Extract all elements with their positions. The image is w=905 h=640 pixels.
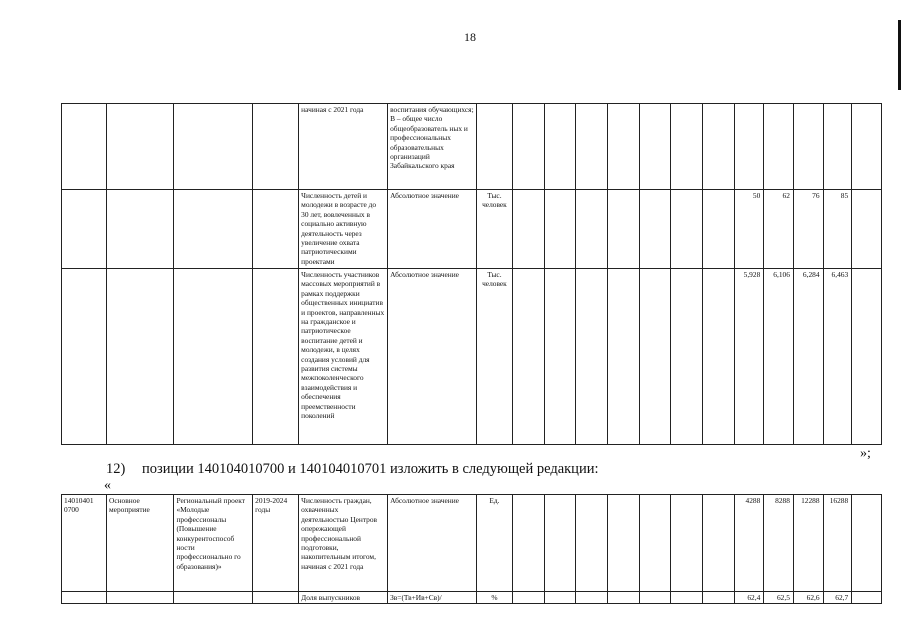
value-cell: 76 [793,190,823,269]
table-row [62,190,882,269]
value-cell: 62,5 [764,592,794,604]
table-continuation [61,103,882,445]
table-amendment [61,494,882,604]
method-cell: Абсолютное значение [388,269,477,445]
value-cell [764,104,794,190]
method-cell: Абсолютное значение [388,190,477,269]
indicator-cell: Численность граждан, охваченных деятельностью Центров опережающей профессиональной подготовки, накопительным итогом, начиная с 2021 года [299,495,388,592]
page-number: 18 [464,30,476,44]
code-cell [62,592,107,604]
name-cell: Региональный проект «Молодые профессионалы (Повышение конкурентоспособ ности профессионально го образования)» [174,495,253,592]
amendment-number: 12) [106,461,126,477]
indicator-cell: Доля выпускников [299,592,388,604]
value-cell [823,104,852,190]
value-cell: 5,928 [734,269,764,445]
indicator-cell: Численность детей и молодежи в возрасте до 30 лет, вовлеченных в социально активную деятельность через увеличение охвата патриотическими проектами [299,190,388,269]
value-cell: 6,106 [764,269,794,445]
value-cell: 85 [823,190,852,269]
value-cell: 62 [764,190,794,269]
value-cell: 8288 [764,495,794,592]
value-cell: 50 [734,190,764,269]
method-cell: воспитания обучающихся; В – общее число общеобразователь ных и профессиональных образовательных организаций Забайкальского края [388,104,477,190]
code-cell: 14010401 0700 [62,495,107,592]
years-cell [253,592,299,604]
unit-cell [477,104,513,190]
value-cell [793,104,823,190]
value-cell: 62,6 [793,592,823,604]
name-cell [174,592,253,604]
amendment-text: позиции 140104010700 и 140104010701 изложить в следующей редакции: [142,461,599,477]
indicator-cell: начиная с 2021 года [299,104,388,190]
value-cell: 12288 [793,495,823,592]
value-cell: 16288 [823,495,852,592]
closing-quote: »; [860,446,871,461]
unit-cell: Тыс. человек [477,190,513,269]
value-cell: 62,7 [823,592,852,604]
opening-quote: « [104,478,111,493]
years-cell: 2019-2024 годы [253,495,299,592]
type-cell: Основное мероприятие [106,495,173,592]
table-row [62,104,882,190]
table-row [62,495,882,592]
type-cell [106,592,173,604]
table-row [62,592,882,604]
amendment-heading [106,461,599,478]
value-cell: 6,463 [823,269,852,445]
value-cell: 62,4 [734,592,764,604]
unit-cell: Тыс. человек [477,269,513,445]
margin-bar [898,20,901,90]
table-row [62,269,882,445]
method-cell: Абсолютное значение [388,495,477,592]
value-cell: 6,284 [793,269,823,445]
unit-cell: Ед. [477,495,513,592]
indicator-cell: Численность участников массовых мероприятий в рамках поддержки общественных инициатив и проектов, направленных на гражданское и патриотическое воспитание детей и молодежи, в целях создания условий для развития системы межпоколенческого взаимодействия и обеспечения преемственности поколений [299,269,388,445]
value-cell [734,104,764,190]
unit-cell: % [477,592,513,604]
method-cell: Зв=(Тв+Ив+Св)/ [388,592,477,604]
value-cell: 4288 [734,495,764,592]
